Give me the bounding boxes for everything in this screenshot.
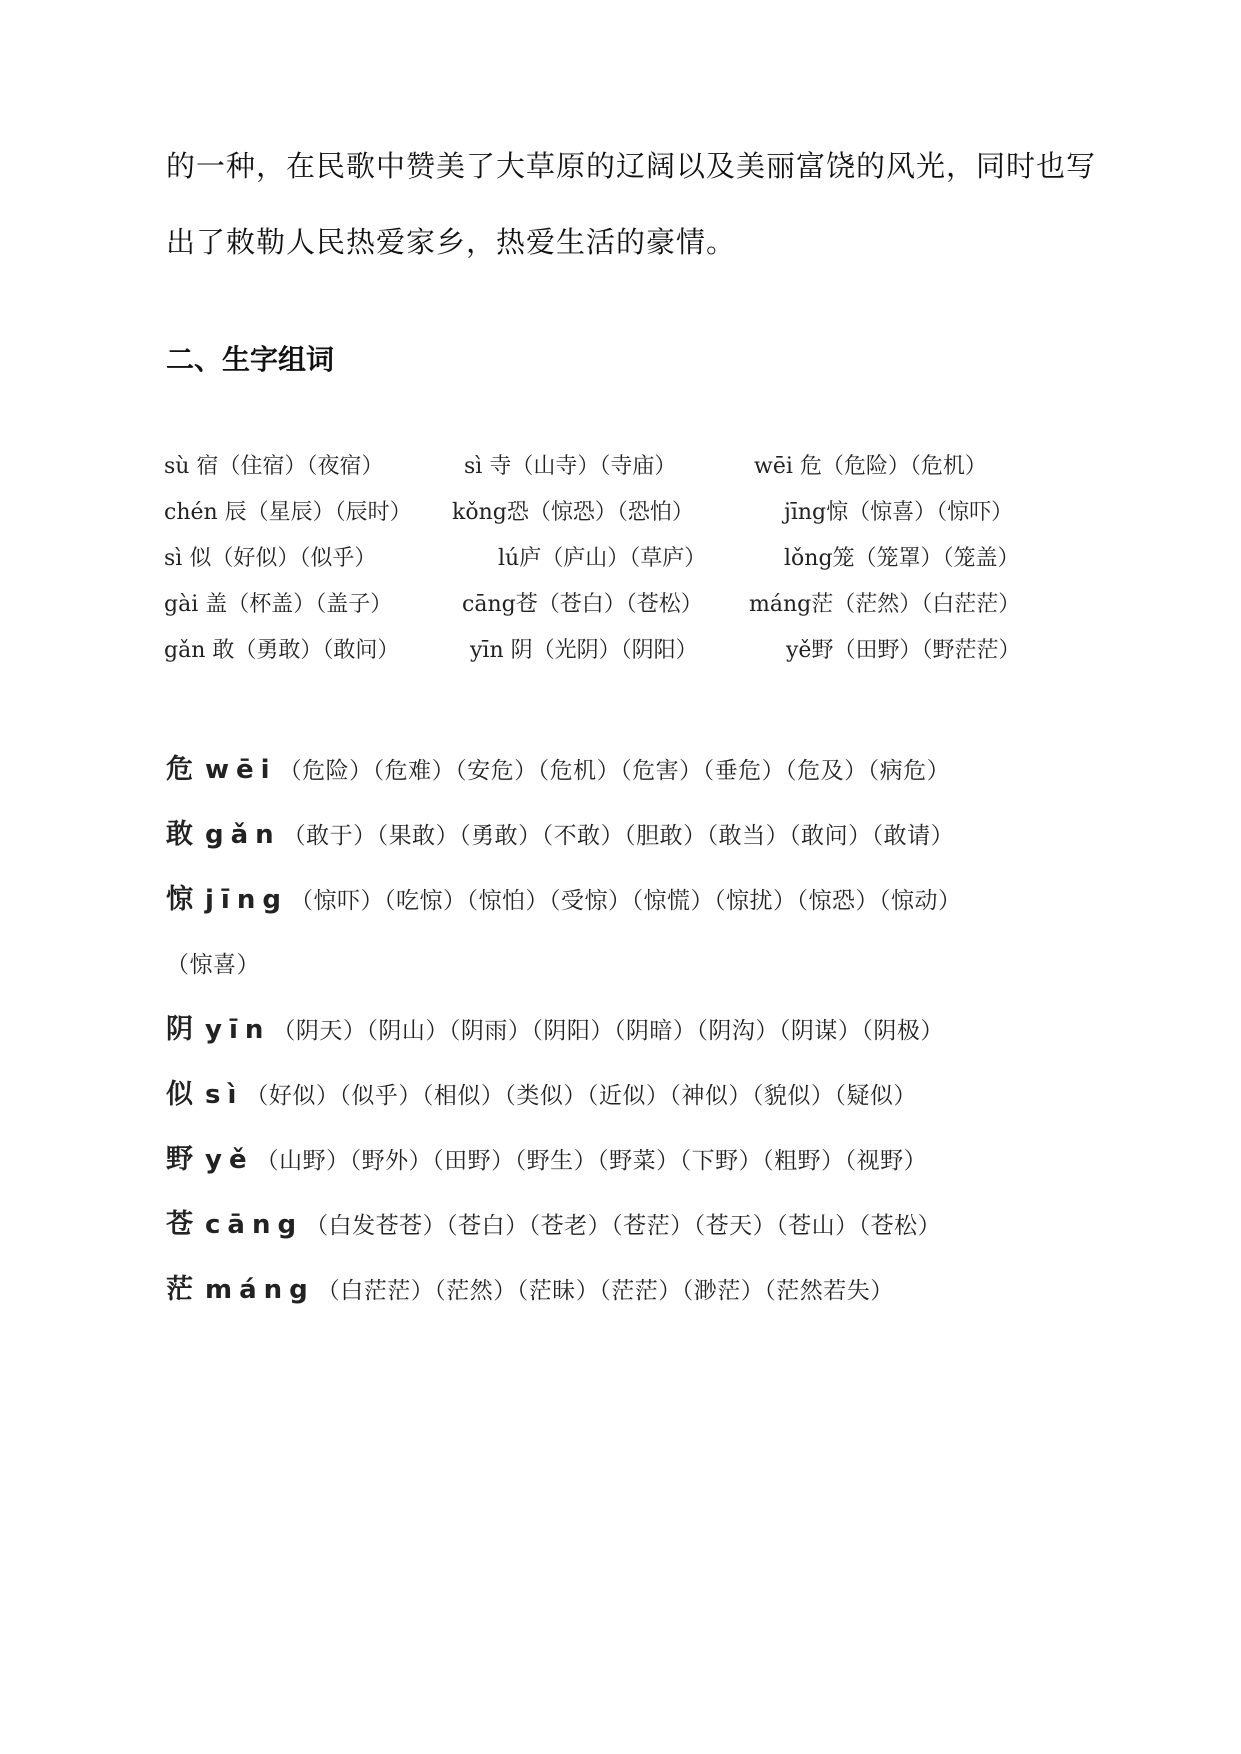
grid-cell: jīng惊（惊喜）（惊吓） bbox=[784, 500, 1014, 525]
word-group-line bbox=[166, 1272, 1106, 1337]
section-heading: 二、生字组词 bbox=[166, 343, 335, 376]
word-pinyin: gǎn bbox=[205, 820, 281, 850]
grid-cell: chén 辰（星辰）（辰时） bbox=[164, 500, 412, 525]
word-list: （山野）（野外）（田野）（野生）（野菜）（下野）（粗野）（视野） bbox=[255, 1148, 928, 1174]
grid-cell: gài 盖（杯盖）（盖子） bbox=[164, 592, 393, 617]
word-char: 敢 bbox=[166, 819, 193, 850]
word-list: （惊吓）（吃惊）（惊怕）（受惊）（惊慌）（惊扰）（惊恐）（惊动） bbox=[289, 888, 962, 914]
word-list: （白发苍苍）（苍白）（苍老）（苍茫）（苍天）（苍山）（苍松） bbox=[305, 1213, 942, 1239]
grid-cell: sì 寺（山寺）（寺庙） bbox=[464, 454, 677, 479]
grid-cell: cāng苍（苍白）（苍松） bbox=[462, 592, 703, 617]
grid-cell: yīn 阴（光阴）（阴阳） bbox=[470, 638, 698, 663]
character-grid bbox=[164, 452, 1094, 682]
word-char: 危 bbox=[166, 754, 193, 785]
word-char: 阴 bbox=[166, 1014, 193, 1045]
grid-row bbox=[164, 498, 1094, 544]
word-char: 似 bbox=[166, 1079, 193, 1110]
word-list: （敢于）（果敢）（勇敢）（不敢）（胆敢）（敢当）（敢问）（敢请） bbox=[282, 823, 955, 849]
intro-paragraph bbox=[166, 150, 1106, 302]
grid-cell: lǒng笼（笼罩）（笼盖） bbox=[784, 546, 1020, 571]
word-list: （阴天）（阴山）（阴雨）（阴阳）（阴暗）（阴沟）（阴谋）（阴极） bbox=[272, 1018, 944, 1044]
word-group-line bbox=[166, 947, 1106, 1012]
word-list: （危险）（危难）（安危）（危机）（危害）（垂危）（危及）（病危） bbox=[278, 758, 951, 784]
word-pinyin: máng bbox=[205, 1275, 315, 1305]
grid-cell: kǒng恐（惊恐）（恐怕） bbox=[452, 500, 694, 525]
word-char: 野 bbox=[166, 1144, 193, 1175]
word-pinyin: wēi bbox=[205, 755, 277, 785]
word-group-line bbox=[166, 1142, 1106, 1207]
word-list: （好似）（似乎）（相似）（类似）（近似）（神似）（貌似）（疑似） bbox=[245, 1083, 917, 1109]
word-group-list bbox=[166, 752, 1106, 1337]
word-group-line bbox=[166, 1077, 1106, 1142]
grid-row bbox=[164, 590, 1094, 636]
word-list: （白茫茫）（茫然）（茫昧）（茫茫）（渺茫）（茫然若失） bbox=[316, 1278, 894, 1304]
grid-cell: sù 宿（住宿）（夜宿） bbox=[164, 454, 384, 479]
word-group-line bbox=[166, 1207, 1106, 1272]
word-char: 苍 bbox=[166, 1209, 193, 1240]
grid-cell: wēi 危（危险）（危机） bbox=[754, 454, 987, 479]
word-group-line bbox=[166, 1012, 1106, 1077]
word-char: 茫 bbox=[166, 1274, 193, 1305]
intro-line: 的一种，在民歌中赞美了大草原的辽阔以及美丽富饶的风光，同时也写 bbox=[166, 149, 1097, 183]
word-pinyin: yīn bbox=[205, 1015, 271, 1045]
grid-row bbox=[164, 452, 1094, 498]
grid-cell: sì 似（好似）（似乎） bbox=[164, 546, 377, 571]
word-pinyin: cāng bbox=[205, 1210, 304, 1240]
word-group-line bbox=[166, 882, 1106, 947]
grid-cell: máng茫（茫然）（白茫茫） bbox=[749, 592, 1021, 617]
grid-cell: yě野（田野）（野茫茫） bbox=[786, 638, 1021, 663]
grid-cell: gǎn 敢（勇敢）（敢问） bbox=[164, 638, 400, 663]
word-char: 惊 bbox=[166, 884, 193, 915]
grid-cell: lú庐（庐山）（草庐） bbox=[498, 546, 707, 571]
word-pinyin: jīng bbox=[205, 885, 288, 915]
word-group-line bbox=[166, 817, 1106, 882]
word-pinyin: sì bbox=[205, 1080, 244, 1110]
grid-row bbox=[164, 636, 1094, 682]
intro-line: 出了敕勒人民热爱家乡，热爱生活的豪情。 bbox=[166, 225, 737, 259]
word-group-line bbox=[166, 752, 1106, 817]
word-pinyin: yě bbox=[205, 1145, 254, 1175]
grid-row bbox=[164, 544, 1094, 590]
word-list: （惊喜） bbox=[166, 952, 260, 978]
